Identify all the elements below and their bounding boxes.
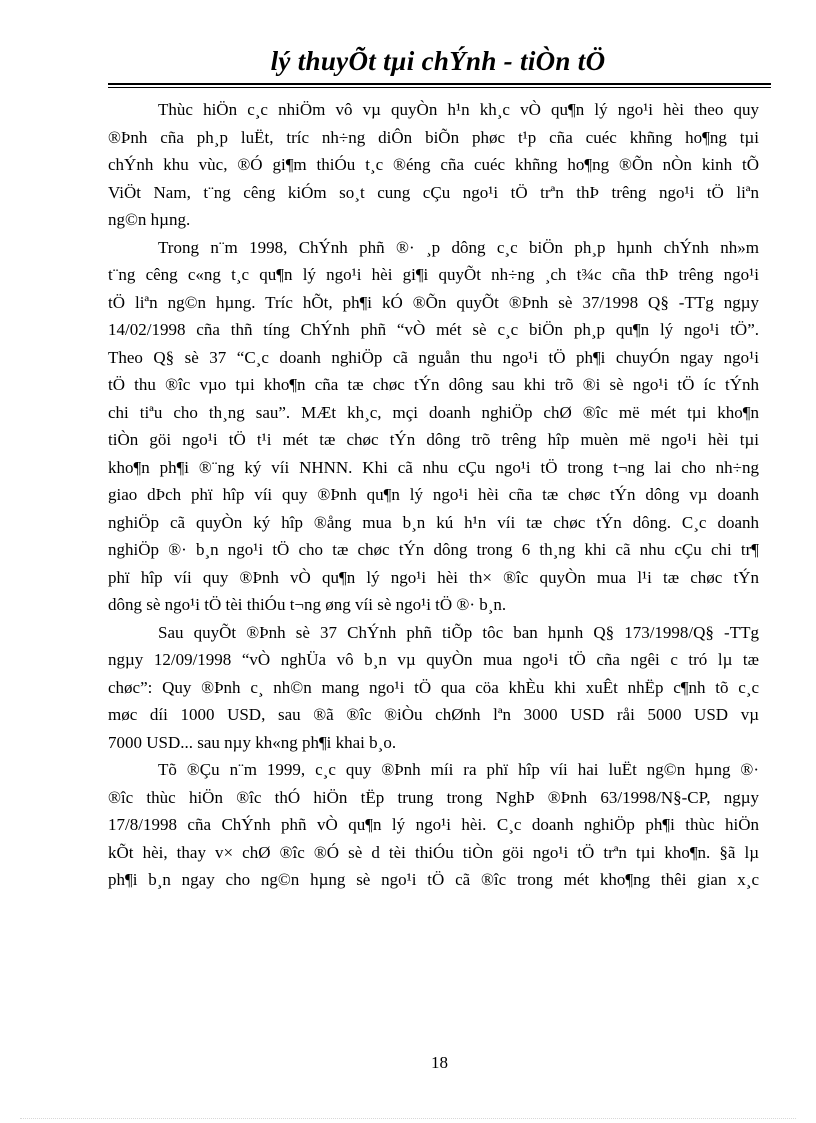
text-line: ®Þnh cña ph¸p luËt, tríc nh÷ng diÔn biÕn phøc t¹p cña cuéc khñng ho¶ng tµi (108, 127, 759, 147)
header-rule-thin (108, 87, 771, 88)
text-line: ngµy 12/09/1998 “vÒ nghÜa vô b¸n vµ quyÒn mua ngo¹i tÖ cña ngêi c tró lµ tæ (108, 650, 759, 669)
header-rule-thick (108, 83, 771, 85)
text-line: 7000 USD... sau nµy kh«ng ph¶i khai b¸o. (108, 732, 397, 752)
text-line: chøc”: Quy ®Þnh c¸ nh©n mang ngo¹i tÖ qua cöa khÈu khi xuÊt nhËp c¶nh tõ c¸c (108, 677, 759, 697)
text-line: t¨ng cêng c«ng t¸c qu¶n lý ngo¹i hèi gi¶i quyÕt nh÷ng ¸ch t¾c cña thÞ trêng ngo¹i (108, 265, 759, 284)
text-line: kÕt hèi, thay v× chØ ®îc ®Ó sè d tèi thiÓu tiÒn göi ngo¹i tÖ trªn tµi kho¶n. §ã lµ (108, 842, 759, 862)
text-line: Trong n¨m 1998, ChÝnh phñ ®· ¸p dông c¸c biÖn ph¸p hµnh chÝnh nh»m (158, 237, 759, 257)
text-line: ®îc thùc hiÖn ®îc thÓ hiÖn tËp trung trong NghÞ ®Þnh 63/1998/N§-CP, ngµy (108, 787, 759, 807)
body-text (108, 96, 759, 894)
text-line: dông sè ngo¹i tÖ tèi thiÓu t¬ng øng víi sè ngo¹i tÖ ®· b¸n. (108, 595, 507, 614)
page-bottom-border (20, 1118, 796, 1119)
text-line: ViÖt Nam, t¨ng cêng kiÓm so¸t cung cÇu ngo¹i tÖ trªn thÞ trêng ngo¹i tÖ liªn (108, 182, 759, 202)
text-line: Tõ ®Çu n¨m 1999, c¸c quy ®Þnh míi ra phï hîp víi hai luËt ng©n hµng ®· (158, 760, 759, 779)
text-line: ph¶i b¸n ngay cho ng©n hµng sè ngo¹i tÖ cã ®îc trong mét kho¶ng thêi gian x¸c (108, 870, 759, 889)
text-line: nghiÖp cã quyÒn ký hîp ®ång mua b¸n kú h¹n víi tæ chøc tÝn dông. C¸c doanh (108, 512, 759, 532)
text-line: chi tiªu cho th¸ng sau”. MÆt kh¸c, mçi doanh nghiÖp chØ ®îc më mét tµi kho¶n (108, 402, 759, 422)
text-line: tiÒn göi ngo¹i tÖ t¹i mét tæ chøc tÝn dông trõ trêng hîp muèn më ngo¹i hèi tµi (108, 430, 759, 449)
text-line: ng©n hµng. (108, 210, 191, 229)
text-line: Thùc hiÖn c¸c nhiÖm vô vµ quyÒn h¹n kh¸c vÒ qu¶n lý ngo¹i hèi theo quy (158, 100, 759, 119)
text-line: phï hîp víi quy ®Þnh vÒ qu¶n lý ngo¹i hèi th× ®îc quyÒn mua l¹i tæ chøc tÝn (108, 567, 759, 587)
text-line: nghiÖp ®· b¸n ngo¹i tÖ cho tæ chøc tÝn dông trong 6 th¸ng khi cã nhu cÇu chi tr¶ (108, 540, 759, 559)
text-line: 14/02/1998 cña thñ tíng ChÝnh phñ “vÒ mét sè c¸c biÖn ph¸p qu¶n lý ngo¹i tÖ”. (108, 320, 759, 339)
text-line: tÖ liªn ng©n hµng. Tríc hÕt, ph¶i kÓ ®Õn quyÕt ®Þnh sè 37/1998 Q§ -TTg ngµy (108, 292, 759, 312)
text-line: kho¶n ph¶i ®¨ng ký víi NHNN. Khi cã nhu cÇu ngo¹i tÖ trong t¬ng lai cho nh÷ng (108, 457, 759, 477)
page-number: 18 (431, 1053, 448, 1072)
text-line: møc díi 1000 USD, sau ®ã ®îc ®iÒu chØnh lªn 3000 USD råi 5000 USD vµ (108, 705, 759, 724)
text-line: tÖ thu ®îc vµo tµi kho¶n cña tæ chøc tÝn dông sau khi trõ ®i sè ngo¹i tÖ íc tÝnh (108, 375, 759, 394)
text-line: 17/8/1998 cña ChÝnh phñ vÒ qu¶n lý ngo¹i hèi. C¸c doanh nghiÖp ph¶i thùc hiÖn (108, 815, 759, 834)
text-line: chÝnh khu vùc, ®Ó gi¶m thiÓu t¸c ®éng cña cuéc khñng ho¶ng ®Õn nÒn kinh tÕ (108, 155, 759, 174)
text-line: Theo Q§ sè 37 “C¸c doanh nghiÖp cã nguån thu ngo¹i tÖ ph¶i chuyÓn ngay ngo¹i (108, 347, 759, 367)
text-line: Sau quyÕt ®Þnh sè 37 ChÝnh phñ tiÕp tôc ban hµnh Q§ 173/1998/Q§ -TTg (158, 622, 759, 642)
header-title: lý thuyÕt tµi chÝnh - tiÒn tÖ (270, 46, 606, 76)
text-line: giao dÞch phï hîp víi quy ®Þnh qu¶n lý ngo¹i hèi cña tæ chøc tÝn dông vµ doanh (108, 485, 759, 504)
